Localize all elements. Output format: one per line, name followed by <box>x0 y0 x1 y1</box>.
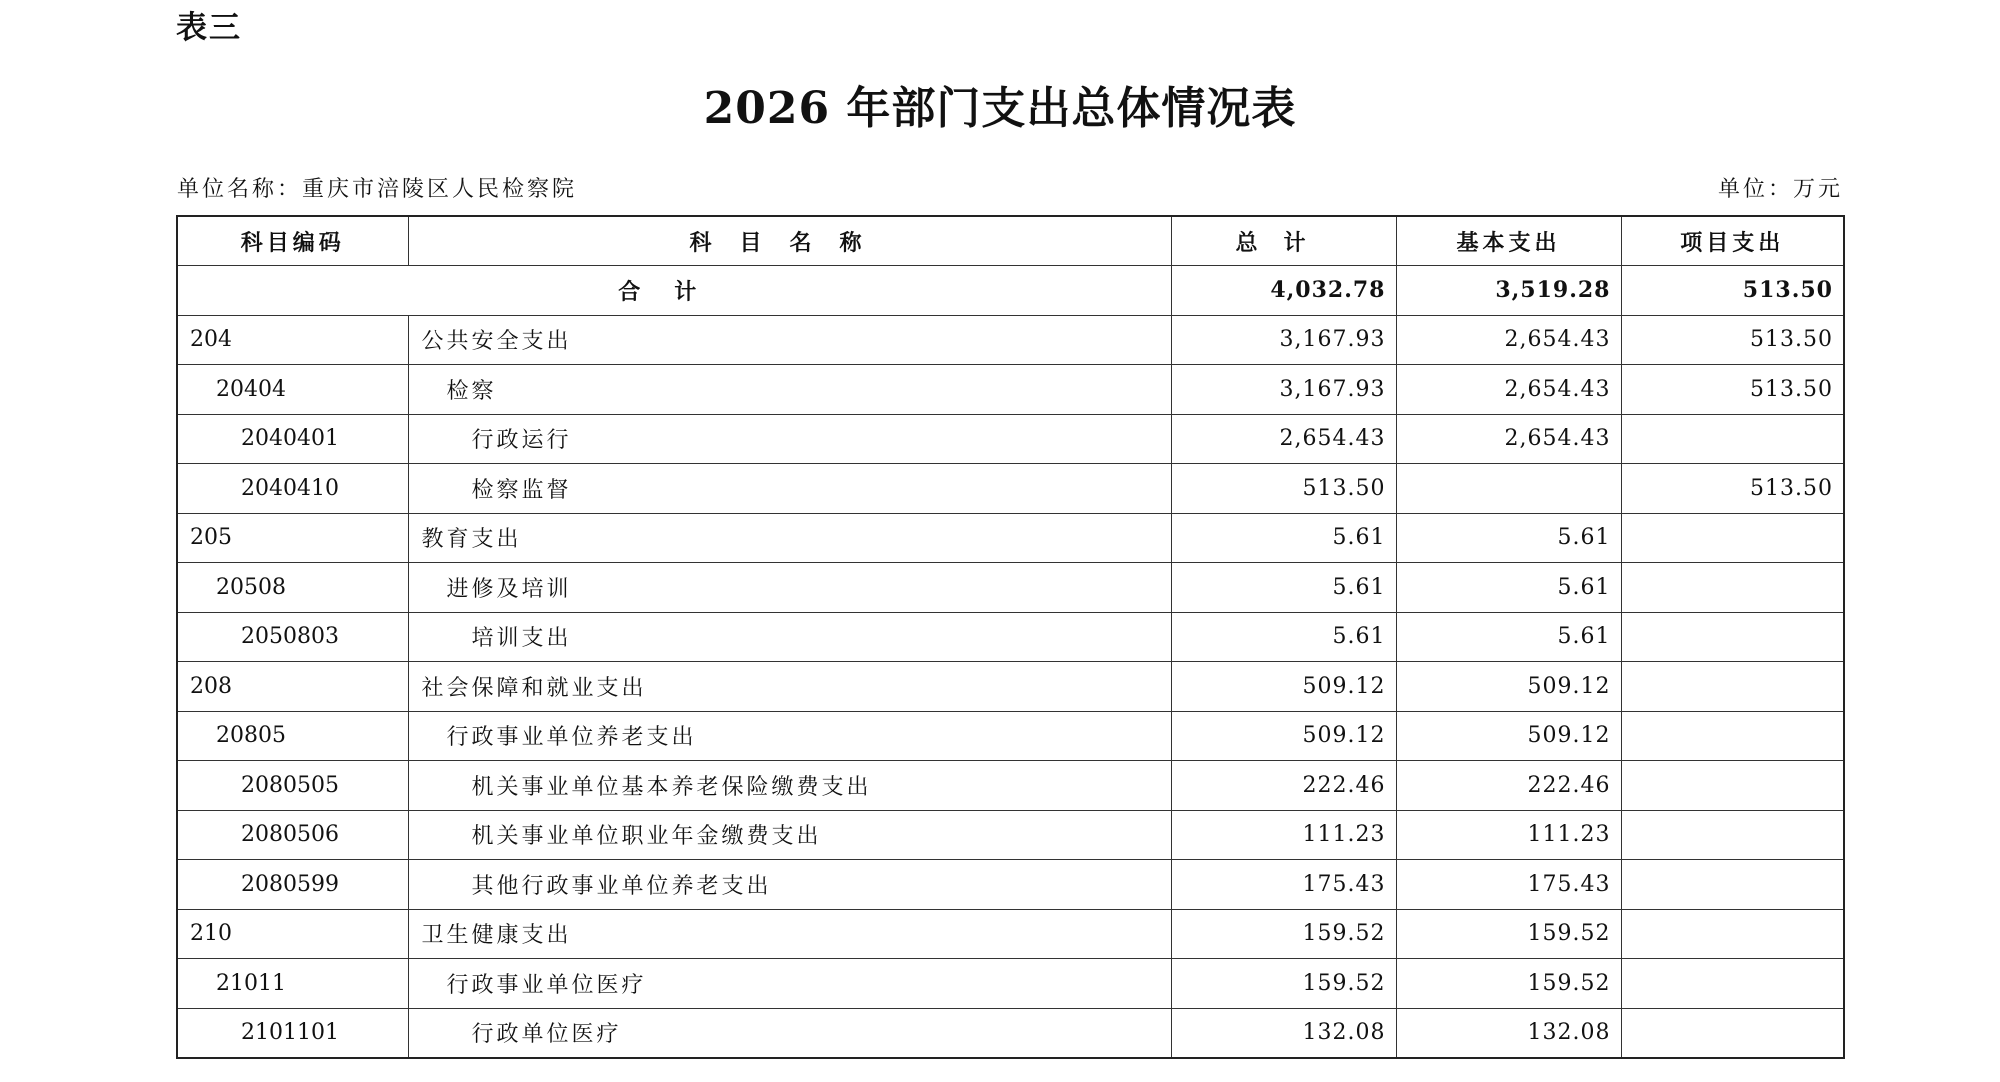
basic-cell: 5.61 <box>1396 513 1621 563</box>
basic-cell: 175.43 <box>1396 860 1621 910</box>
table-row <box>177 365 1844 415</box>
basic-cell: 2,654.43 <box>1396 414 1621 464</box>
basic-cell: 2,654.43 <box>1396 365 1621 415</box>
basic-cell: 132.08 <box>1396 1008 1621 1058</box>
total-cell: 111.23 <box>1171 810 1396 860</box>
name-cell: 行政事业单位医疗 <box>408 959 1171 1009</box>
total-cell: 159.52 <box>1171 959 1396 1009</box>
table-row <box>177 464 1844 514</box>
name-cell: 检察 <box>408 365 1171 415</box>
basic-cell: 509.12 <box>1396 711 1621 761</box>
table-row <box>177 909 1844 959</box>
total-cell: 509.12 <box>1171 711 1396 761</box>
name-cell: 行政事业单位养老支出 <box>408 711 1171 761</box>
code-cell: 2040410 <box>177 464 408 514</box>
total-cell: 3,167.93 <box>1171 315 1396 365</box>
total-label: 合计 <box>177 266 1171 316</box>
table-number-label: 表三 <box>176 10 242 46</box>
project-cell <box>1621 414 1844 464</box>
code-cell: 208 <box>177 662 408 712</box>
basic-cell: 509.12 <box>1396 662 1621 712</box>
unit-name-label: 单位名称：重庆市涪陵区人民检察院 <box>177 177 578 202</box>
project-cell <box>1621 959 1844 1009</box>
code-cell: 20805 <box>177 711 408 761</box>
basic-cell: 5.61 <box>1396 612 1621 662</box>
basic-cell: 222.46 <box>1396 761 1621 811</box>
table-row <box>177 1008 1844 1058</box>
project-cell <box>1621 1008 1844 1058</box>
basic-cell: 111.23 <box>1396 810 1621 860</box>
total-cell: 5.61 <box>1171 563 1396 613</box>
basic-cell: 2,654.43 <box>1396 315 1621 365</box>
total-cell: 5.61 <box>1171 513 1396 563</box>
name-cell: 卫生健康支出 <box>408 909 1171 959</box>
total-project-cell: 513.50 <box>1621 266 1844 316</box>
project-cell <box>1621 563 1844 613</box>
name-cell: 机关事业单位职业年金缴费支出 <box>408 810 1171 860</box>
code-cell: 2080506 <box>177 810 408 860</box>
page-title: 2026 年部门支出总体情况表 <box>703 83 1297 134</box>
code-cell: 2080505 <box>177 761 408 811</box>
name-cell: 行政运行 <box>408 414 1171 464</box>
project-cell: 513.50 <box>1621 464 1844 514</box>
header-project: 项目支出 <box>1621 216 1844 266</box>
code-cell: 2101101 <box>177 1008 408 1058</box>
code-cell: 210 <box>177 909 408 959</box>
total-cell: 3,167.93 <box>1171 365 1396 415</box>
table-row <box>177 959 1844 1009</box>
table-header-row <box>177 216 1844 266</box>
name-cell: 社会保障和就业支出 <box>408 662 1171 712</box>
project-cell <box>1621 662 1844 712</box>
code-cell: 20508 <box>177 563 408 613</box>
name-cell: 进修及培训 <box>408 563 1171 613</box>
basic-cell: 159.52 <box>1396 959 1621 1009</box>
header-total: 总计 <box>1171 216 1396 266</box>
total-cell: 132.08 <box>1171 1008 1396 1058</box>
project-cell <box>1621 711 1844 761</box>
project-cell: 513.50 <box>1621 315 1844 365</box>
project-cell <box>1621 612 1844 662</box>
table-row <box>177 711 1844 761</box>
header-basic: 基本支出 <box>1396 216 1621 266</box>
project-cell <box>1621 761 1844 811</box>
table-row <box>177 315 1844 365</box>
name-cell: 教育支出 <box>408 513 1171 563</box>
name-cell: 机关事业单位基本养老保险缴费支出 <box>408 761 1171 811</box>
unit-measure-label: 单位：万元 <box>1717 177 1843 202</box>
total-cell: 222.46 <box>1171 761 1396 811</box>
total-cell: 2,654.43 <box>1171 414 1396 464</box>
total-basic-cell: 3,519.28 <box>1396 266 1621 316</box>
table-body <box>177 266 1844 1058</box>
header-name: 科目名称 <box>408 216 1171 266</box>
unit-info-row <box>177 172 1843 204</box>
total-cell: 159.52 <box>1171 909 1396 959</box>
project-cell: 513.50 <box>1621 365 1844 415</box>
table-row <box>177 860 1844 910</box>
total-row <box>177 266 1844 316</box>
code-cell: 2050803 <box>177 612 408 662</box>
project-cell <box>1621 860 1844 910</box>
name-cell: 检察监督 <box>408 464 1171 514</box>
code-cell: 2080599 <box>177 860 408 910</box>
total-cell: 5.61 <box>1171 612 1396 662</box>
name-cell: 其他行政事业单位养老支出 <box>408 860 1171 910</box>
project-cell <box>1621 513 1844 563</box>
header-code: 科目编码 <box>177 216 408 266</box>
name-cell: 行政单位医疗 <box>408 1008 1171 1058</box>
table-row <box>177 513 1844 563</box>
code-cell: 21011 <box>177 959 408 1009</box>
basic-cell: 159.52 <box>1396 909 1621 959</box>
table-row <box>177 810 1844 860</box>
name-cell: 培训支出 <box>408 612 1171 662</box>
code-cell: 204 <box>177 315 408 365</box>
expenditure-table <box>176 215 1845 1059</box>
name-cell: 公共安全支出 <box>408 315 1171 365</box>
table-row <box>177 563 1844 613</box>
code-cell: 2040401 <box>177 414 408 464</box>
table-row <box>177 662 1844 712</box>
table-row <box>177 612 1844 662</box>
total-total-cell: 4,032.78 <box>1171 266 1396 316</box>
project-cell <box>1621 810 1844 860</box>
table-row <box>177 414 1844 464</box>
total-cell: 175.43 <box>1171 860 1396 910</box>
basic-cell: 5.61 <box>1396 563 1621 613</box>
basic-cell <box>1396 464 1621 514</box>
code-cell: 205 <box>177 513 408 563</box>
table-row <box>177 761 1844 811</box>
total-cell: 509.12 <box>1171 662 1396 712</box>
project-cell <box>1621 909 1844 959</box>
total-cell: 513.50 <box>1171 464 1396 514</box>
code-cell: 20404 <box>177 365 408 415</box>
